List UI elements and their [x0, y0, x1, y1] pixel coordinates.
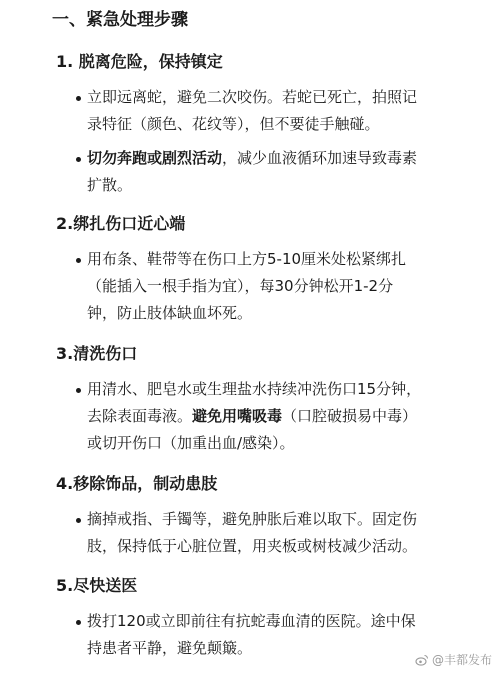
section-heading-5: 5.尽快送医: [56, 576, 138, 595]
bullet-dot: [76, 96, 81, 101]
section-heading-3: 3.清洗伤口: [56, 344, 138, 363]
text-line: 用清水、肥皂水或生理盐水持续冲洗伤口15分钟，: [87, 380, 422, 398]
text-line: 立即远离蛇，避免二次咬伤。若蛇已死亡，拍照记: [87, 88, 418, 106]
watermark: [415, 651, 492, 668]
bold-text: 避免用嘴吸毒: [192, 407, 283, 425]
text-line: [87, 403, 449, 430]
bullet-dot: [76, 620, 81, 625]
section-heading-1: 1. 脱离危险，保持镇定: [56, 52, 223, 71]
text-line: 录特征（颜色、花纹等），但不要徒手触碰。: [87, 115, 380, 133]
bullet-dot: [76, 258, 81, 263]
section-heading-2: 2.绑扎伤口近心端: [56, 214, 186, 233]
text-line: 用布条、鞋带等在伤口上方5-10厘米处松紧绑扎: [87, 250, 407, 268]
section-5-bullet-1: [87, 608, 449, 662]
text-line: 摘掉戒指、手镯等，避免肿胀后难以取下。固定伤: [87, 510, 418, 528]
text-line: [87, 145, 449, 172]
watermark-text: @丰都发布: [431, 653, 492, 667]
section-heading-4: 4.移除饰品，制动患肢: [56, 474, 218, 493]
text-line: 肢，保持低于心脏位置，用夹板或树枝减少活动。: [87, 537, 418, 555]
bold-text: 切勿奔跑或剧烈活动: [87, 149, 223, 167]
text-line: 钟，防止肢体缺血坏死。: [87, 304, 253, 322]
text-run: （口腔破损易中毒）: [282, 407, 418, 425]
section-2-bullet-1: [87, 246, 449, 327]
text-run: 去除表面毒液。: [87, 407, 193, 425]
text-line: 扩散。: [87, 176, 133, 194]
weibo-icon: [415, 653, 429, 667]
section-3-bullet-1: [87, 376, 449, 457]
text-line: （能插入一根手指为宜），每30分钟松开1-2分: [87, 277, 394, 295]
section-4-bullet-1: [87, 506, 449, 560]
text-line: 或切开伤口（加重出血/感染）。: [87, 434, 295, 452]
bullet-dot: [76, 388, 81, 393]
text-line: 拨打120或立即前往有抗蛇毒血清的医院。途中保: [87, 612, 416, 630]
section-1-bullet-2: [87, 145, 449, 199]
page-title: 一、紧急处理步骤: [52, 10, 188, 30]
section-1-bullet-1: [87, 84, 449, 138]
text-run: ，减少血液循环加速导致毒素: [222, 149, 418, 167]
text-line: 持患者平静，避免颠簸。: [87, 639, 253, 657]
bullet-dot: [76, 518, 81, 523]
bullet-dot: [76, 157, 81, 162]
